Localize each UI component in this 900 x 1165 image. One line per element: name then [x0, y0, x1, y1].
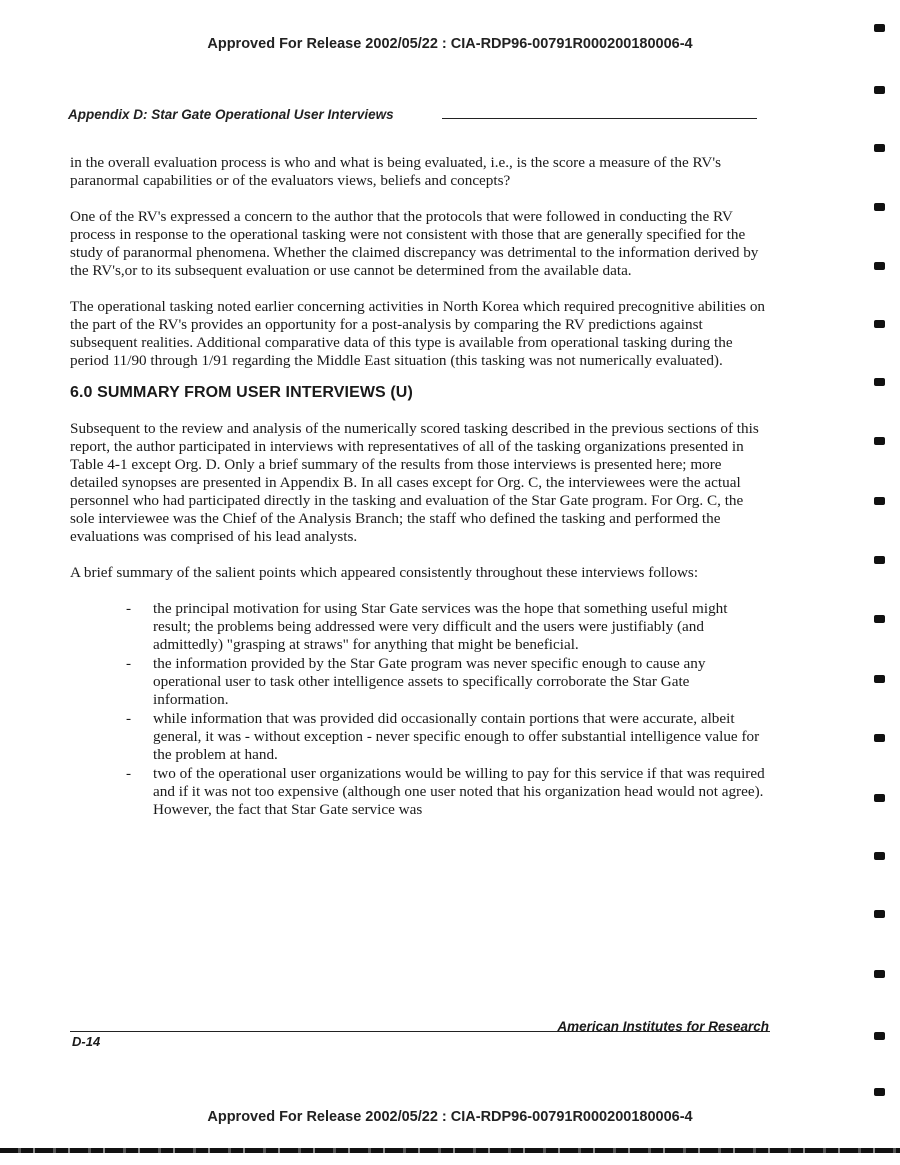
paragraph: Subsequent to the review and analysis of the numerically scored tasking described in the previous sections of this report, the author participated in interviews with representatives of all of the tasking organizations presented in Table 4-1 except Org. D. Only a brief summary of the results from those interviews is presented here; more detailed synopses are presented in Appendix B. In all cases except for Org. C, the interviewees were the actual personnel who had participated directly in the tasking and evaluation of the Star Gate program. For Org. C, the sole interviewee was the Chief of the Analysis Branch; the staff who defined the tasking and performed the evaluations was comprised of his lead analysts. — [70, 420, 759, 545]
scan-mark — [874, 378, 885, 386]
list-item-text: the principal motivation for using Star Gate services was the hope that something useful might result; the problems being addressed were very difficult and the users were justifiably (and admittedly) "grasping at straws" for anything that might be beneficial. — [153, 600, 728, 653]
running-head: Appendix D: Star Gate Operational User Interviews — [68, 107, 394, 122]
header-rule — [442, 118, 757, 119]
scan-mark — [874, 1088, 885, 1096]
bullet-dash: - — [126, 655, 132, 672]
scan-mark — [874, 24, 885, 32]
scan-mark — [874, 437, 885, 445]
footer-rule — [70, 1031, 770, 1032]
scan-mark — [874, 1032, 885, 1040]
section-heading: 6.0 SUMMARY FROM USER INTERVIEWS (U) — [70, 384, 413, 401]
list-item — [126, 655, 765, 709]
scan-mark — [874, 910, 885, 918]
scan-margin-marks — [872, 0, 892, 1165]
list-item — [126, 765, 765, 819]
summary-list — [70, 600, 765, 819]
list-item-text: two of the operational user organizations would be willing to pay for this service if that was required and if it was not too expensive (although one user noted that his organization head would not agree). However, the fact that Star Gate service was — [153, 765, 765, 818]
footer-page-number: D-14 — [72, 1034, 101, 1049]
scan-mark — [874, 320, 885, 328]
scan-mark — [874, 203, 885, 211]
paragraph: One of the RV's expressed a concern to the author that the protocols that were followed in conducting the RV process in response to the operational tasking were not consistent with those that are generally specified for the study of paranormal phenomena. Whether the claimed discrepancy was detrimental to the information derived by the RV's,or to its subsequent evaluation or use cannot be determined from the available data. — [70, 208, 759, 279]
bullet-dash: - — [126, 600, 132, 617]
scan-mark — [874, 734, 885, 742]
paragraph: A brief summary of the salient points which appeared consistently throughout these interviews follows: — [70, 564, 699, 581]
footer-organization: American Institutes for Research — [557, 1019, 769, 1034]
list-item — [126, 710, 765, 764]
scan-mark — [874, 794, 885, 802]
scan-mark — [874, 556, 885, 564]
scan-mark — [874, 144, 885, 152]
scan-mark — [874, 970, 885, 978]
scan-mark — [874, 86, 885, 94]
bullet-dash: - — [126, 765, 132, 782]
release-footer: Approved For Release 2002/05/22 : CIA-RDP96-00791R000200180006-4 — [207, 1109, 693, 1125]
scan-mark — [874, 852, 885, 860]
scan-mark — [874, 497, 885, 505]
list-item-text: while information that was provided did occasionally contain portions that were accurate, albeit general, it was - without exception - never specific enough to offer substantial intelligence value for the problem at hand. — [153, 710, 760, 763]
scan-edge-strip — [0, 1148, 900, 1153]
paragraph: in the overall evaluation process is who and what is being evaluated, i.e., is the score a measure of the RV's paranormal capabilities or of the evaluators views, beliefs and concepts? — [70, 154, 722, 189]
paragraph: The operational tasking noted earlier concerning activities in North Korea which required precognitive abilities on the part of the RV's provides an opportunity for a post-analysis by comparing the RV predictions against subsequent realities. Additional comparative data of this type is available from operational tasking during the period 11/90 through 1/91 regarding the Middle East situation (this tasking was not numerically evaluated). — [70, 298, 766, 369]
document-body — [70, 154, 765, 820]
scan-mark — [874, 262, 885, 270]
release-header: Approved For Release 2002/05/22 : CIA-RDP96-00791R000200180006-4 — [207, 36, 693, 52]
list-item-text: the information provided by the Star Gate program was never specific enough to cause any operational user to task other intelligence assets to specifically corroborate the Star Gate information. — [153, 655, 706, 708]
list-item — [126, 600, 765, 654]
scan-mark — [874, 615, 885, 623]
scan-mark — [874, 675, 885, 683]
bullet-dash: - — [126, 710, 132, 727]
